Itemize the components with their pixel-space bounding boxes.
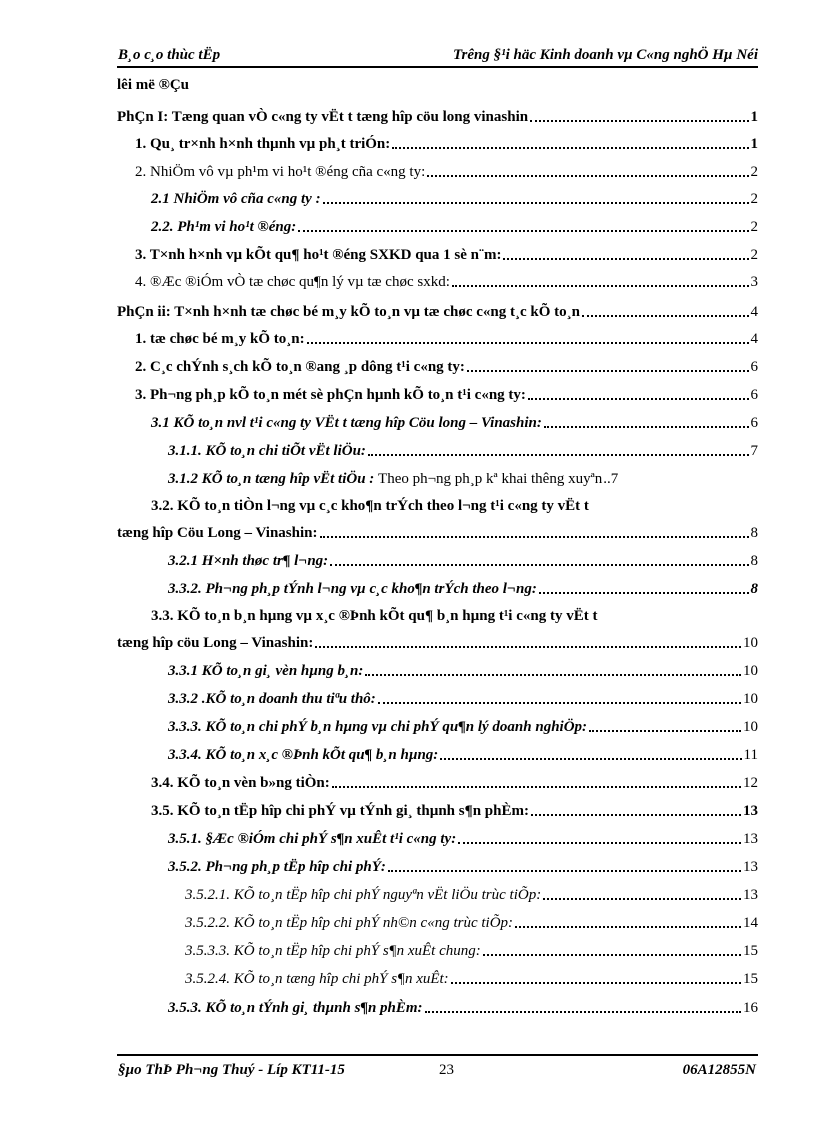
toc-entry: 2.1 NhiÖm vô cña c«ng ty : 2 (151, 191, 758, 207)
toc-entry: 3.2. KÕ to¸n tiÒn l¬ng vµ c¸c kho¶n trÝch theo l¬ng t¹i c«ng ty vËt t (151, 498, 589, 514)
header-university: Trêng §¹i häc Kinh doanh vµ C«ng nghÖ Hµ Néi (452, 47, 758, 63)
toc-entry: 3.3.4. KÕ to¸n x¸c ®Þnh kÕt qu¶ b¸n hµng: 11 (168, 747, 758, 763)
toc-entry: PhÇn I: Tæng quan vÒ c«ng ty vËt t tæng hîp cöu long vinashin 1 (117, 109, 758, 125)
toc-entry: 3.1 KÕ to¸n nvl t¹i c«ng ty VËt t tæng hîp Cöu long – Vinashin: 6 (151, 415, 758, 431)
toc-entry: 3. Ph¬ng ph¸p kÕ to¸n mét sè phÇn hµnh kÕ to¸n t¹i c«ng ty: 6 (135, 387, 758, 403)
toc-entry: 3.1.2 KÕ to¸n tæng hîp vËt tiÖu : Theo ph¬ng ph¸p kª khai thêng xuyªn .. 7 (168, 471, 619, 487)
toc-entry: 3.5.1. §Æc ®iÓm chi phÝ s¶n xuÊt t¹i c«ng ty: 13 (168, 831, 758, 847)
toc-entry: 3.5.2. Ph¬ng ph¸p tËp hîp chi phÝ: 13 (168, 859, 758, 875)
page-header (117, 46, 758, 68)
toc-entry: 4. ®Æc ®iÓm vÒ tæ chøc qu¶n lý vµ tæ chøc sxkd: 3 (135, 274, 758, 290)
toc-entry: 3.1.1. KÕ to¸n chi tiÕt vËt liÖu: 7 (168, 443, 758, 459)
toc-entry: 1. Qu¸ tr×nh h×nh thµnh vµ ph¸t triÓn: 1 (135, 136, 758, 152)
toc-entry: 3.3. KÕ to¸n b¸n hµng vµ x¸c ®Þnh kÕt qu¶ b¸n hµng t¹i c«ng ty vËt t (151, 608, 598, 624)
toc-entry: 2.2. Ph¹m vi ho¹t ®éng: 2 (151, 219, 758, 235)
toc-entry: 3.4. KÕ to¸n vèn b»ng tiÒn: 12 (151, 775, 758, 791)
toc-entry: tæng hîp Cöu Long – Vinashin: 8 (117, 525, 758, 541)
page-footer (117, 1054, 758, 1082)
toc-entry: 3.2.1 H×nh thøc tr¶ l¬ng: 8 (168, 553, 758, 569)
toc-entry: 1. tæ chøc bé m¸y kÕ to¸n: 4 (135, 331, 758, 347)
toc-entry: 3.5.2.4. KÕ to¸n tæng hîp chi phÝ s¶n xuÊt: 15 (185, 971, 758, 987)
toc-entry: 3.5.3.3. KÕ to¸n tËp hîp chi phÝ s¶n xuÊt chung: 15 (185, 943, 758, 959)
header-report-title: B¸o c¸o thùc tËp (118, 47, 221, 63)
footer-student-id: 06A12855N (682, 1062, 756, 1078)
toc-entry: 3.3.1 KÕ to¸n gi¸ vèn hµng b¸n: 10 (168, 663, 758, 679)
toc-entry: 2. C¸c chÝnh s¸ch kÕ to¸n ®ang ¸p dông t¹i c«ng ty: 6 (135, 359, 758, 375)
toc-entry: 3.3.2 .KÕ to¸n doanh thu tiªu thô: 10 (168, 691, 758, 707)
toc-entry: 3.3.2. Ph¬ng ph¸p tÝnh l¬ng vµ c¸c kho¶n trÝch theo l¬ng: 8 (168, 581, 758, 597)
toc-entry: 3.5.3. KÕ to¸n tÝnh gi¸ thµnh s¶n phÈm: 16 (168, 1000, 758, 1016)
toc-entry: 3. T×nh h×nh vµ kÕt qu¶ ho¹t ®éng SXKD qua 1 sè n¨m: 2 (135, 247, 758, 263)
page-number: 23 (439, 1062, 454, 1078)
toc-entry: 3.5.2.1. KÕ to¸n tËp hîp chi phÝ nguyªn vËt liÖu trùc tiÕp: 13 (185, 887, 758, 903)
toc-intro: lêi më ®Çu (117, 77, 190, 93)
toc-entry: 3.5. KÕ to¸n tËp hîp chi phÝ vµ tÝnh gi¸ thµnh s¶n phÈm: 13 (151, 803, 758, 819)
toc-entry: 3.3.3. KÕ to¸n chi phÝ b¸n hµng vµ chi phÝ qu¶n lý doanh nghiÖp: 10 (168, 719, 758, 735)
toc-entry: PhÇn ii: T×nh h×nh tæ chøc bé m¸y kÕ to¸n vµ tæ chøc c«ng t¸c kÕ to¸n 4 (117, 304, 758, 320)
footer-author: §µo ThÞ Ph¬ng Thuý - Líp KT11-15 (118, 1062, 345, 1078)
toc-entry: tæng hîp cöu Long – Vinashin: 10 (117, 635, 758, 651)
toc-entry: 2. NhiÖm vô vµ ph¹m vi ho¹t ®éng cña c«ng ty: 2 (135, 164, 758, 180)
toc-entry: 3.5.2.2. KÕ to¸n tËp hîp chi phÝ nh©n c«ng trùc tiÕp: 14 (185, 915, 758, 931)
